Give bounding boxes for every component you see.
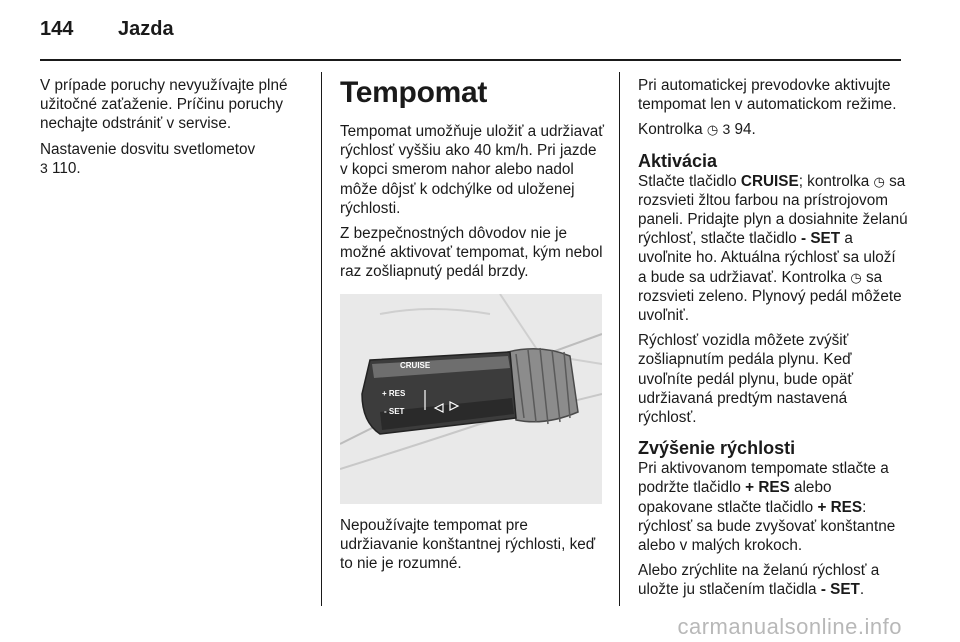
paragraph-speed-increase-pedal: Rýchlosť vozidla môžete zvýšiť zošliapnutím pedála plynu. Keď uvoľníte pedál plynu, bude opäť udržiavaná predtým nastavená rýchlosť. xyxy=(638,332,854,427)
cruise-control-icon: ◷ xyxy=(850,269,862,285)
page-reference[interactable]: 110. xyxy=(52,159,81,177)
cruise-label: CRUISE xyxy=(400,360,431,370)
column-3 xyxy=(638,76,908,606)
cruise-control-icon: ◷ xyxy=(873,173,885,189)
watermark: carmanualsonline.info xyxy=(677,614,902,639)
paragraph-headlight-range: Nastavenie dosvitu svetlometov 3 110. xyxy=(40,140,256,177)
column-divider-1 xyxy=(321,72,322,606)
paragraph-activation: Stlačte tlačidlo CRUISE; kontrolka ◷ sa rozsvieti žltou farbou na prístrojovom paneli. Pridajte plyn a dosiahnite želanú rýchlosť, stlačte tlačidlo - SET a uvoľnite ho. Aktuálna rýchlosť sa uloží a bude sa udržiavať. Kontrolka ◷ sa rozsvieti zeleno. Plynový pedál môžete uvoľniť. xyxy=(638,172,908,325)
heading-speed-increase: Zvýšenie rýchlosti xyxy=(638,438,796,459)
column-divider-2 xyxy=(619,72,620,606)
reference-arrow-icon: 3 xyxy=(40,159,48,176)
reference-arrow-icon: 3 xyxy=(722,121,731,138)
cruise-lever-drawing xyxy=(340,294,602,504)
header-rule xyxy=(40,59,901,61)
cruise-control-icon: ◷ xyxy=(706,122,719,138)
cruise-lever-illustration xyxy=(340,294,602,504)
paragraph-accelerate-store: Alebo zrýchlite na želanú rýchlosť a uložte ju stlačením tlačidla - SET. xyxy=(638,562,880,599)
paragraph-speed-increase: Pri aktivovanom tempomate stlačte a podržte tlačidlo + RES alebo opakovane stlačte tlačidlo + RES: rýchlosť sa bude zvyšovať konštantne alebo v malých krokoch. xyxy=(638,460,896,555)
cruise-button-label: CRUISE xyxy=(740,172,799,190)
heading-activation: Aktivácia xyxy=(638,150,718,171)
set-button-label: - SET xyxy=(820,581,860,599)
paragraph-indicator-ref: Kontrolka ◷ 3 94. xyxy=(638,121,756,139)
res-label: + RES xyxy=(382,388,406,398)
paragraph-malfunction: V prípade poruchy nevyužívajte plné užitočné zaťaženie. Príčinu poruchy nechajte odstrániť v servise. xyxy=(40,77,288,133)
chapter-title: Jazda xyxy=(118,18,174,40)
res-button-label: + RES xyxy=(745,479,790,497)
res-button-label: + RES xyxy=(817,498,863,516)
set-button-label: - SET xyxy=(801,230,841,248)
section-title: Tempomat xyxy=(340,76,488,109)
column-2 xyxy=(340,76,605,579)
paragraph-automatic: Pri automatickej prevodovke aktivujte tempomat len v automatickom režime. xyxy=(638,77,897,114)
paragraph-intro: Tempomat umožňuje uložiť a udržiavať rýchlosť vyššiu ako 40 km/h. Pri jazde v kopci smerom nahor alebo nadol môže dôjsť k odchýlke od uloženej rýchlosti. xyxy=(340,123,604,217)
set-label: - SET xyxy=(384,406,405,416)
paragraph-safety: Z bezpečnostných dôvodov nie je možné aktivovať tempomat, kým nebol raz zošliapnutý pedál brzdy. xyxy=(340,225,603,281)
page-number: 144 xyxy=(40,18,74,40)
paragraph-warning: Nepoužívajte tempomat pre udržiavanie konštantnej rýchlosti, keď to nie je rozumné. xyxy=(340,516,596,573)
page-reference[interactable]: 94. xyxy=(734,121,756,139)
column-1 xyxy=(40,76,305,184)
